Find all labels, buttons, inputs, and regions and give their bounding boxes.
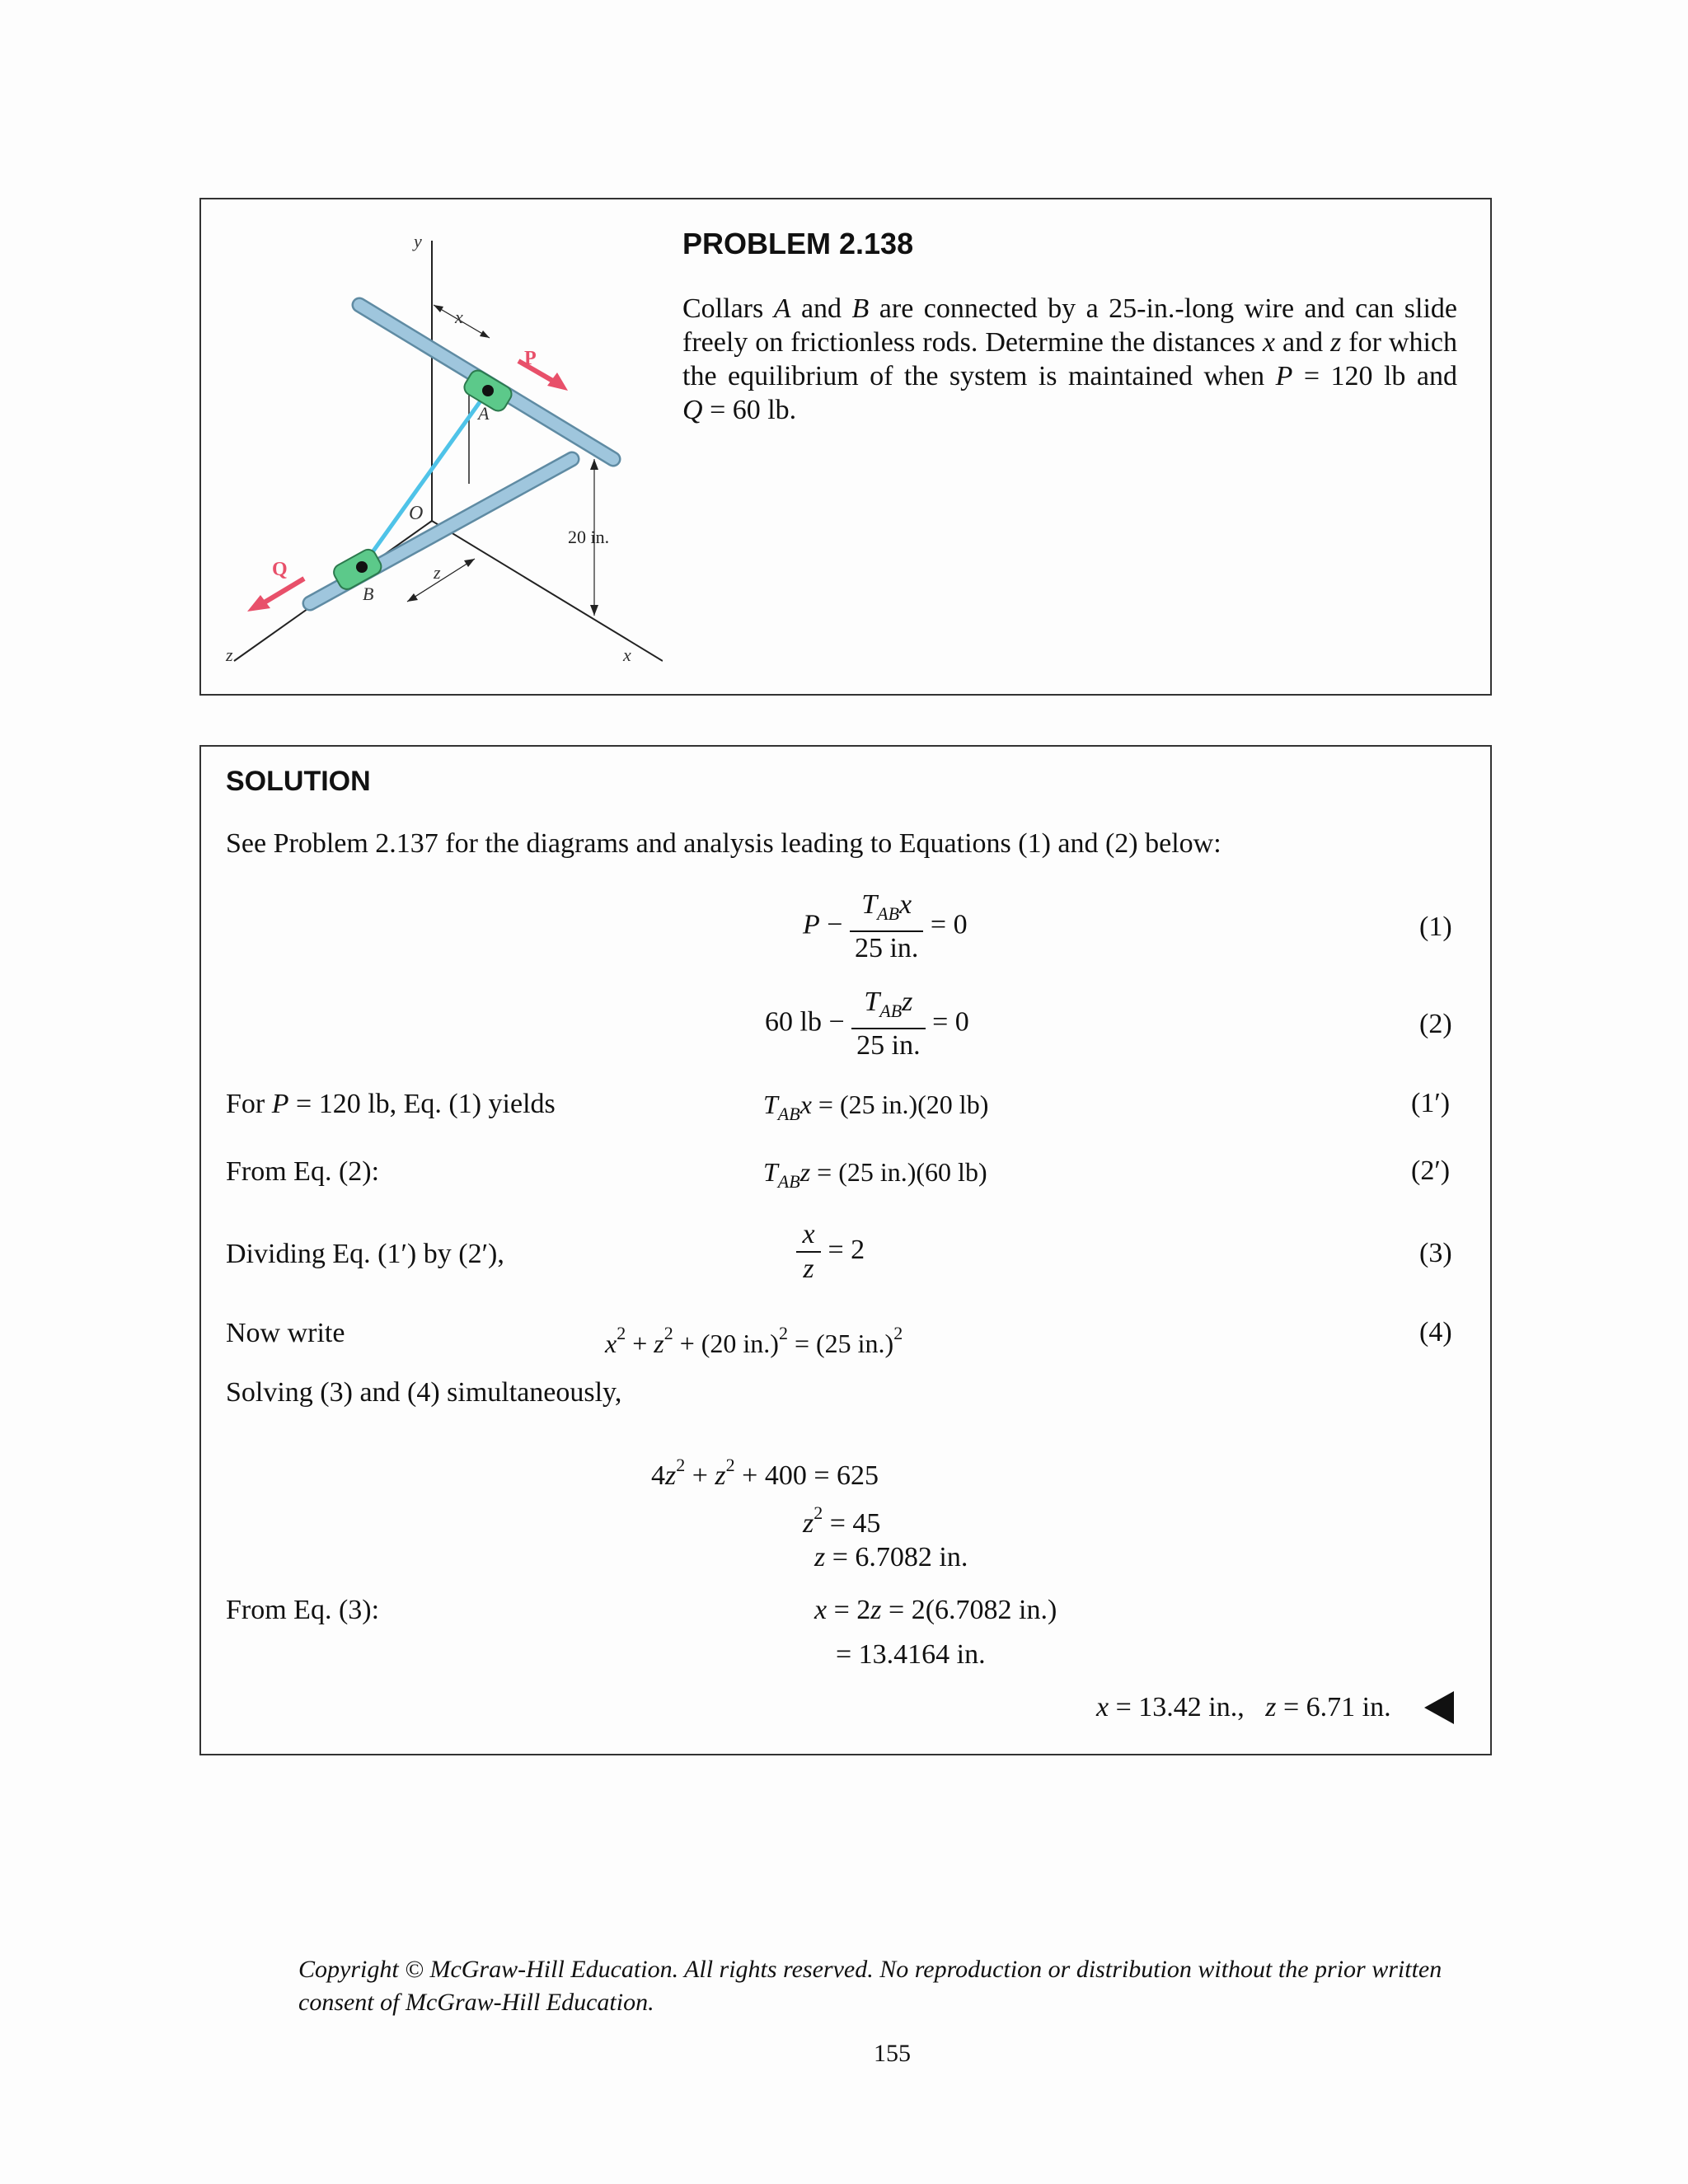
solution-intro: See Problem 2.137 for the diagrams and analysis leading to Equations (1) and (2) below: (226, 828, 1221, 859)
equation-1-number: (1) (1419, 912, 1452, 942)
label-z-axis: z (226, 644, 233, 665)
row-3-label: Dividing Eq. (1′) by (2′), (226, 1239, 504, 1269)
equation-2-number: (2) (1419, 1009, 1452, 1039)
label-b: B (363, 583, 374, 604)
problem-statement: Collars A and B are connected by a 25-in.-long wire and can slide freely on frictionless rods. Determine the distances x and z for which the equilibrium of the system is maintained when P = 120 lb and Q = 60 lb. (682, 293, 1458, 425)
problem-box (199, 198, 1492, 696)
answer-marker-icon (1424, 1691, 1454, 1724)
step-2: $z^2 = 45$ (803, 1502, 881, 1539)
problem-figure (201, 199, 663, 694)
pin-b (356, 561, 368, 573)
solution-title: SOLUTION (226, 766, 371, 797)
row-6-equation: x = 2z = 2(6.7082 in.) (814, 1595, 1057, 1625)
problem-title: PROBLEM 2.138 (682, 227, 914, 260)
row-2prime-label: From Eq. (2): (226, 1156, 380, 1187)
copyright-notice: Copyright © McGraw-Hill Education. All rights reserved. No reproduction or distribution without the prior written consent of McGraw-Hill Education. (298, 1956, 1442, 2016)
row-3-number: (3) (1419, 1238, 1452, 1268)
label-p: P (524, 348, 537, 369)
equation-2: 60 lb − $\frac{T_{AB}z}{25 in.}$ = 0 (765, 987, 969, 1061)
label-a: A (478, 403, 490, 424)
row-5-label: Solving (3) and (4) simultaneously, (226, 1377, 622, 1408)
row-3-equation: $\frac{x}{z}$ = 2 (796, 1218, 865, 1286)
page-number: 155 (874, 2040, 911, 2067)
final-answer: x = 13.42 in., z = 6.71 in. (1096, 1692, 1391, 1722)
label-y: y (414, 231, 422, 251)
row-6-label: From Eq. (3): (226, 1595, 380, 1625)
label-x-dim: x (455, 307, 463, 327)
step-1: $4z^2 + z^2 + 400 = 625$ (651, 1455, 879, 1491)
force-q-arrow (263, 579, 304, 603)
z-dimension (407, 559, 475, 602)
equation-1: P − $\frac{T_{AB}x}{25 in.}$ = 0 (803, 889, 968, 963)
row-1prime-label: For P = 120 lb, Eq. (1) yields (226, 1089, 556, 1119)
label-o: O (409, 503, 424, 524)
step-4: = 13.4164 in. (836, 1639, 986, 1670)
step-3: z = 6.7082 in. (814, 1542, 968, 1572)
label-x-axis: x (623, 644, 631, 665)
pin-a (482, 385, 494, 396)
row-4-equation: $x^2 + z^2 + (20$ in.)$^2$ = (25 in.)$^2$ (605, 1323, 903, 1358)
row-1prime-number: (1′) (1411, 1088, 1451, 1118)
label-q: Q (272, 559, 288, 580)
row-4-label: Now write (226, 1318, 345, 1348)
row-4-number: (4) (1419, 1317, 1452, 1347)
row-1prime-equation: $T_{AB}x = (25$ in.)(20 lb) (763, 1090, 989, 1124)
row-2prime-equation: $T_{AB}z = (25$ in.)(60 lb) (763, 1157, 987, 1192)
label-20in: 20 in. (568, 527, 610, 547)
x-axis-line (432, 521, 663, 661)
solution-box (199, 745, 1492, 1755)
label-z-dim: z (434, 562, 441, 583)
row-2prime-number: (2′) (1411, 1155, 1451, 1186)
